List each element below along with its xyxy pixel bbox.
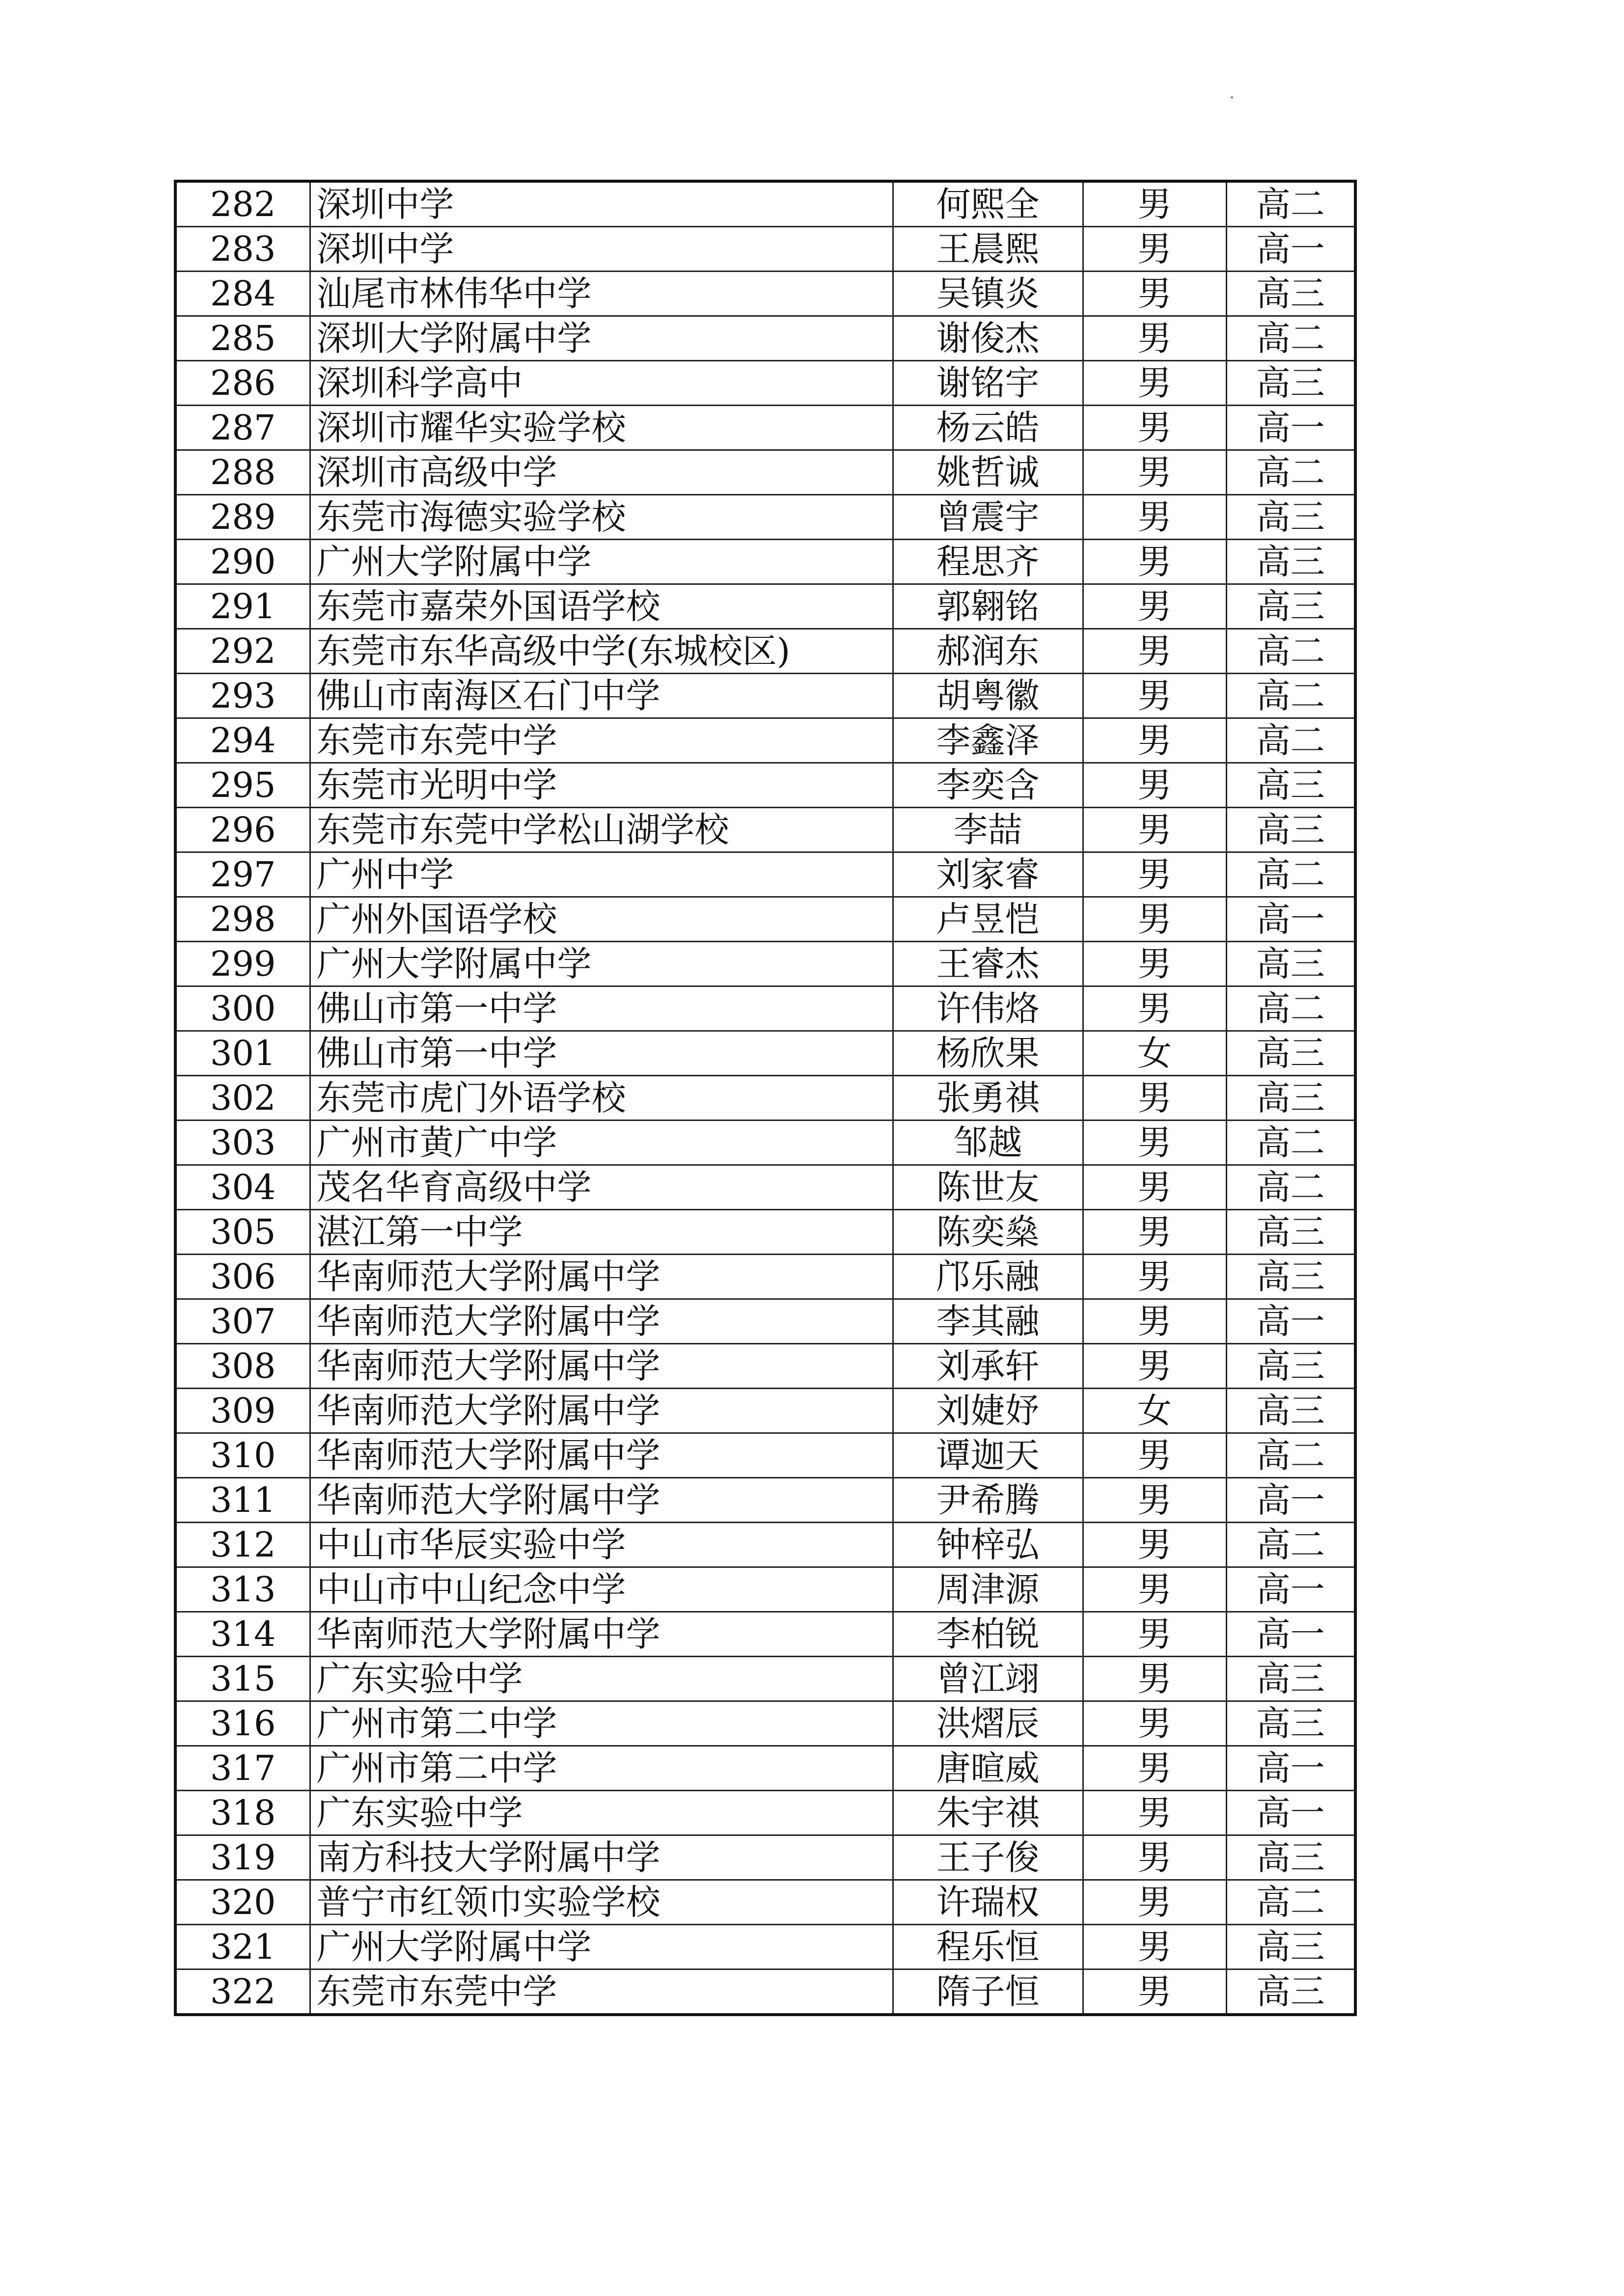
school-name: 东莞市海德实验学校 — [310, 495, 893, 540]
student-name: 程思齐 — [893, 540, 1083, 584]
row-number: 313 — [175, 1567, 310, 1612]
student-name: 朱宇祺 — [893, 1791, 1083, 1835]
school-name: 华南师范大学附属中学 — [310, 1299, 893, 1344]
student-gender: 男 — [1083, 1255, 1226, 1299]
school-name: 广州大学附属中学 — [310, 1925, 893, 1969]
school-name: 东莞市虎门外语学校 — [310, 1076, 893, 1121]
row-number: 303 — [175, 1121, 310, 1165]
student-name: 何熙全 — [893, 181, 1083, 227]
student-gender: 男 — [1083, 1969, 1226, 2015]
student-gender: 男 — [1083, 1523, 1226, 1567]
student-gender: 男 — [1083, 1612, 1226, 1657]
school-name: 南方科技大学附属中学 — [310, 1835, 893, 1880]
school-name: 广州市第二中学 — [310, 1701, 893, 1746]
student-gender: 男 — [1083, 227, 1226, 272]
student-grade: 高三 — [1226, 540, 1355, 584]
school-name: 茂名华育高级中学 — [310, 1165, 893, 1210]
school-name: 深圳科学高中 — [310, 361, 893, 406]
table-row — [175, 272, 1355, 316]
student-roster-table — [174, 180, 1357, 2016]
student-gender: 男 — [1083, 1076, 1226, 1121]
table-row — [175, 1478, 1355, 1523]
table-row — [175, 763, 1355, 808]
row-number: 308 — [175, 1344, 310, 1389]
school-name: 华南师范大学附属中学 — [310, 1433, 893, 1478]
row-number: 295 — [175, 763, 310, 808]
table-row — [175, 1567, 1355, 1612]
student-gender: 男 — [1083, 1701, 1226, 1746]
table-row — [175, 1344, 1355, 1389]
student-grade: 高二 — [1226, 718, 1355, 763]
student-grade: 高一 — [1226, 1791, 1355, 1835]
table-row — [175, 1880, 1355, 1925]
school-name: 湛江第一中学 — [310, 1210, 893, 1255]
student-grade: 高一 — [1226, 406, 1355, 450]
school-name: 东莞市嘉荣外国语学校 — [310, 584, 893, 629]
row-number: 289 — [175, 495, 310, 540]
student-grade: 高一 — [1226, 1567, 1355, 1612]
student-gender: 男 — [1083, 540, 1226, 584]
school-name: 佛山市第一中学 — [310, 986, 893, 1031]
student-grade: 高三 — [1226, 1701, 1355, 1746]
row-number: 306 — [175, 1255, 310, 1299]
school-name: 广东实验中学 — [310, 1791, 893, 1835]
student-name: 刘承轩 — [893, 1344, 1083, 1389]
student-grade: 高一 — [1226, 1746, 1355, 1791]
table-row — [175, 1791, 1355, 1835]
student-grade: 高二 — [1226, 316, 1355, 361]
student-gender: 男 — [1083, 181, 1226, 227]
row-number: 316 — [175, 1701, 310, 1746]
table-row — [175, 450, 1355, 495]
row-number: 298 — [175, 897, 310, 942]
student-gender: 女 — [1083, 1389, 1226, 1433]
row-number: 286 — [175, 361, 310, 406]
table-row — [175, 540, 1355, 584]
row-number: 297 — [175, 852, 310, 897]
student-name: 邹越 — [893, 1121, 1083, 1165]
row-number: 321 — [175, 1925, 310, 1969]
table-row — [175, 629, 1355, 674]
student-name: 李奕含 — [893, 763, 1083, 808]
school-name: 东莞市东莞中学 — [310, 1969, 893, 2015]
student-name: 谢铭宇 — [893, 361, 1083, 406]
student-name: 张勇祺 — [893, 1076, 1083, 1121]
row-number: 319 — [175, 1835, 310, 1880]
school-name: 东莞市光明中学 — [310, 763, 893, 808]
student-grade: 高一 — [1226, 1299, 1355, 1344]
student-grade: 高二 — [1226, 852, 1355, 897]
student-grade: 高一 — [1226, 1478, 1355, 1523]
student-gender: 男 — [1083, 942, 1226, 986]
school-name: 华南师范大学附属中学 — [310, 1389, 893, 1433]
school-name: 广州大学附属中学 — [310, 942, 893, 986]
row-number: 318 — [175, 1791, 310, 1835]
student-name: 杨云皓 — [893, 406, 1083, 450]
row-number: 291 — [175, 584, 310, 629]
student-grade: 高一 — [1226, 227, 1355, 272]
school-name: 中山市中山纪念中学 — [310, 1567, 893, 1612]
row-number: 315 — [175, 1657, 310, 1701]
student-gender: 男 — [1083, 1746, 1226, 1791]
school-name: 汕尾市林伟华中学 — [310, 272, 893, 316]
row-number: 322 — [175, 1969, 310, 2015]
student-grade: 高二 — [1226, 450, 1355, 495]
student-name: 许伟烙 — [893, 986, 1083, 1031]
student-name: 许瑞权 — [893, 1880, 1083, 1925]
student-name: 程乐恒 — [893, 1925, 1083, 1969]
table-row — [175, 1925, 1355, 1969]
student-name: 杨欣果 — [893, 1031, 1083, 1076]
school-name: 广东实验中学 — [310, 1657, 893, 1701]
student-grade: 高二 — [1226, 1880, 1355, 1925]
row-number: 293 — [175, 674, 310, 718]
student-name: 卢昱恺 — [893, 897, 1083, 942]
student-name: 陈奕燊 — [893, 1210, 1083, 1255]
table-row — [175, 1701, 1355, 1746]
student-name: 洪熠辰 — [893, 1701, 1083, 1746]
student-gender: 男 — [1083, 1835, 1226, 1880]
student-name: 吴镇炎 — [893, 272, 1083, 316]
student-name: 钟梓弘 — [893, 1523, 1083, 1567]
row-number: 302 — [175, 1076, 310, 1121]
table-row — [175, 227, 1355, 272]
table-row — [175, 181, 1355, 227]
student-name: 王睿杰 — [893, 942, 1083, 986]
student-grade: 高三 — [1226, 1076, 1355, 1121]
student-gender: 男 — [1083, 1299, 1226, 1344]
row-number: 292 — [175, 629, 310, 674]
student-gender: 男 — [1083, 406, 1226, 450]
row-number: 317 — [175, 1746, 310, 1791]
student-grade: 高三 — [1226, 1925, 1355, 1969]
row-number: 301 — [175, 1031, 310, 1076]
row-number: 309 — [175, 1389, 310, 1433]
row-number: 282 — [175, 181, 310, 227]
table-row — [175, 1657, 1355, 1701]
table-row — [175, 1835, 1355, 1880]
student-gender: 男 — [1083, 584, 1226, 629]
student-name: 王子俊 — [893, 1835, 1083, 1880]
student-name: 曾江翊 — [893, 1657, 1083, 1701]
student-name: 姚哲诚 — [893, 450, 1083, 495]
row-number: 314 — [175, 1612, 310, 1657]
student-name: 刘婕妤 — [893, 1389, 1083, 1433]
student-name: 胡粤徽 — [893, 674, 1083, 718]
student-name: 郝润东 — [893, 629, 1083, 674]
row-number: 304 — [175, 1165, 310, 1210]
student-name: 唐暄威 — [893, 1746, 1083, 1791]
table-row — [175, 1210, 1355, 1255]
row-number: 288 — [175, 450, 310, 495]
student-name: 刘家睿 — [893, 852, 1083, 897]
table-row — [175, 808, 1355, 852]
table-row — [175, 1612, 1355, 1657]
school-name: 华南师范大学附属中学 — [310, 1478, 893, 1523]
student-grade: 高三 — [1226, 808, 1355, 852]
student-gender: 男 — [1083, 1344, 1226, 1389]
student-grade: 高二 — [1226, 1433, 1355, 1478]
table-row — [175, 316, 1355, 361]
student-grade: 高三 — [1226, 763, 1355, 808]
student-gender: 男 — [1083, 1121, 1226, 1165]
school-name: 华南师范大学附属中学 — [310, 1255, 893, 1299]
student-grade: 高二 — [1226, 986, 1355, 1031]
table-row — [175, 406, 1355, 450]
student-gender: 男 — [1083, 450, 1226, 495]
student-gender: 男 — [1083, 1567, 1226, 1612]
student-grade: 高二 — [1226, 674, 1355, 718]
row-number: 310 — [175, 1433, 310, 1478]
table-row — [175, 1121, 1355, 1165]
student-name: 邝乐融 — [893, 1255, 1083, 1299]
row-number: 320 — [175, 1880, 310, 1925]
school-name: 广州市黄广中学 — [310, 1121, 893, 1165]
student-gender: 男 — [1083, 1165, 1226, 1210]
row-number: 299 — [175, 942, 310, 986]
school-name: 佛山市南海区石门中学 — [310, 674, 893, 718]
student-gender: 男 — [1083, 808, 1226, 852]
school-name: 普宁市红领巾实验学校 — [310, 1880, 893, 1925]
student-name: 郭翱铭 — [893, 584, 1083, 629]
school-name: 深圳中学 — [310, 181, 893, 227]
student-gender: 男 — [1083, 361, 1226, 406]
table-row — [175, 1969, 1355, 2015]
student-name: 王晨熙 — [893, 227, 1083, 272]
student-gender: 女 — [1083, 1031, 1226, 1076]
row-number: 287 — [175, 406, 310, 450]
row-number: 312 — [175, 1523, 310, 1567]
table-row — [175, 1165, 1355, 1210]
school-name: 华南师范大学附属中学 — [310, 1612, 893, 1657]
row-number: 294 — [175, 718, 310, 763]
student-gender: 男 — [1083, 1210, 1226, 1255]
table-row — [175, 852, 1355, 897]
student-gender: 男 — [1083, 1478, 1226, 1523]
student-gender: 男 — [1083, 1925, 1226, 1969]
row-number: 283 — [175, 227, 310, 272]
student-gender: 男 — [1083, 1791, 1226, 1835]
scan-speck — [1231, 96, 1233, 99]
student-gender: 男 — [1083, 495, 1226, 540]
student-grade: 高三 — [1226, 1255, 1355, 1299]
table-row — [175, 1255, 1355, 1299]
student-name: 曾震宇 — [893, 495, 1083, 540]
student-gender: 男 — [1083, 272, 1226, 316]
table-row — [175, 674, 1355, 718]
school-name: 深圳市耀华实验学校 — [310, 406, 893, 450]
school-name: 中山市华辰实验中学 — [310, 1523, 893, 1567]
table-row — [175, 1523, 1355, 1567]
table-row — [175, 1076, 1355, 1121]
student-gender: 男 — [1083, 852, 1226, 897]
student-grade: 高三 — [1226, 1835, 1355, 1880]
student-gender: 男 — [1083, 674, 1226, 718]
row-number: 311 — [175, 1478, 310, 1523]
student-gender: 男 — [1083, 763, 1226, 808]
student-name: 李柏锐 — [893, 1612, 1083, 1657]
row-number: 300 — [175, 986, 310, 1031]
student-grade: 高三 — [1226, 584, 1355, 629]
row-number: 284 — [175, 272, 310, 316]
student-name: 李喆 — [893, 808, 1083, 852]
student-grade: 高二 — [1226, 181, 1355, 227]
student-name: 隋子恒 — [893, 1969, 1083, 2015]
student-name: 尹希腾 — [893, 1478, 1083, 1523]
table-row — [175, 495, 1355, 540]
table-row — [175, 584, 1355, 629]
student-gender: 男 — [1083, 986, 1226, 1031]
student-gender: 男 — [1083, 897, 1226, 942]
school-name: 东莞市东莞中学松山湖学校 — [310, 808, 893, 852]
student-grade: 高三 — [1226, 1210, 1355, 1255]
student-grade: 高三 — [1226, 1344, 1355, 1389]
student-name: 周津源 — [893, 1567, 1083, 1612]
school-name: 深圳大学附属中学 — [310, 316, 893, 361]
school-name: 东莞市东莞中学 — [310, 718, 893, 763]
table-row — [175, 986, 1355, 1031]
student-grade: 高二 — [1226, 1121, 1355, 1165]
school-name: 广州中学 — [310, 852, 893, 897]
table-row — [175, 1746, 1355, 1791]
table-row — [175, 1433, 1355, 1478]
student-name: 陈世友 — [893, 1165, 1083, 1210]
table-row — [175, 897, 1355, 942]
student-grade: 高二 — [1226, 1165, 1355, 1210]
student-name: 谭迦天 — [893, 1433, 1083, 1478]
table-row — [175, 718, 1355, 763]
student-gender: 男 — [1083, 629, 1226, 674]
roster-body — [175, 181, 1355, 2015]
student-gender: 男 — [1083, 718, 1226, 763]
student-gender: 男 — [1083, 316, 1226, 361]
student-grade: 高一 — [1226, 897, 1355, 942]
table-row — [175, 1389, 1355, 1433]
school-name: 深圳中学 — [310, 227, 893, 272]
row-number: 305 — [175, 1210, 310, 1255]
student-name: 李鑫泽 — [893, 718, 1083, 763]
table-row — [175, 1299, 1355, 1344]
table-row — [175, 942, 1355, 986]
student-name: 李其融 — [893, 1299, 1083, 1344]
table-row — [175, 1031, 1355, 1076]
student-grade: 高三 — [1226, 1389, 1355, 1433]
student-grade: 高三 — [1226, 1969, 1355, 2015]
student-grade: 高一 — [1226, 1612, 1355, 1657]
student-grade: 高三 — [1226, 495, 1355, 540]
student-name: 谢俊杰 — [893, 316, 1083, 361]
school-name: 广州市第二中学 — [310, 1746, 893, 1791]
student-grade: 高三 — [1226, 361, 1355, 406]
student-grade: 高二 — [1226, 629, 1355, 674]
student-gender: 男 — [1083, 1657, 1226, 1701]
row-number: 296 — [175, 808, 310, 852]
school-name: 广州大学附属中学 — [310, 540, 893, 584]
student-gender: 男 — [1083, 1880, 1226, 1925]
table-row — [175, 361, 1355, 406]
school-name: 华南师范大学附属中学 — [310, 1344, 893, 1389]
school-name: 佛山市第一中学 — [310, 1031, 893, 1076]
row-number: 290 — [175, 540, 310, 584]
student-grade: 高二 — [1226, 1523, 1355, 1567]
student-grade: 高三 — [1226, 942, 1355, 986]
student-gender: 男 — [1083, 1433, 1226, 1478]
row-number: 285 — [175, 316, 310, 361]
row-number: 307 — [175, 1299, 310, 1344]
student-grade: 高三 — [1226, 1031, 1355, 1076]
student-grade: 高三 — [1226, 272, 1355, 316]
school-name: 广州外国语学校 — [310, 897, 893, 942]
student-grade: 高三 — [1226, 1657, 1355, 1701]
school-name: 深圳市高级中学 — [310, 450, 893, 495]
school-name: 东莞市东华高级中学(东城校区) — [310, 629, 893, 674]
